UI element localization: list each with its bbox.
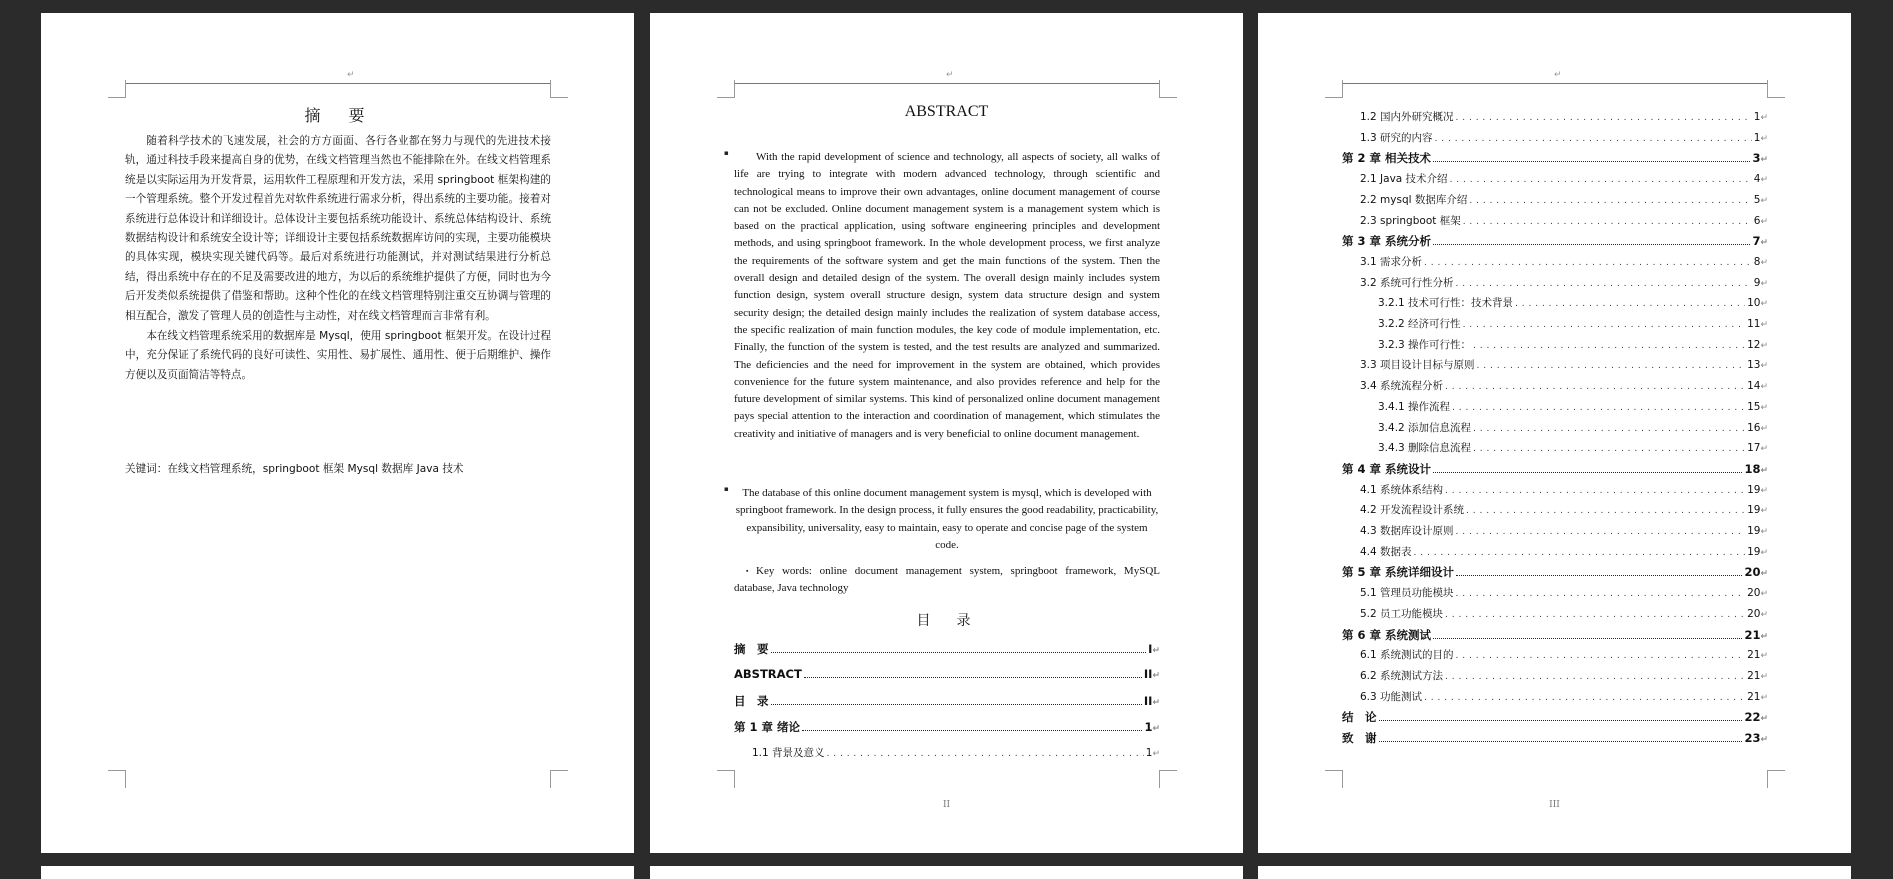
return-mark: ↵ xyxy=(1760,155,1768,166)
toc-entry-label: 第 5 章 系统详细设计 xyxy=(1342,565,1455,580)
toc-entry-label: 1.3 研究的内容 xyxy=(1360,131,1433,144)
toc-entry[interactable] xyxy=(1378,399,1768,414)
toc-entry-page: 20 xyxy=(1747,607,1761,620)
toc-entry[interactable] xyxy=(752,745,1160,760)
toc-entry-label: 第 3 章 系统分析 xyxy=(1342,234,1432,249)
toc-entry-page: 1 xyxy=(1753,111,1761,123)
toc-entry-page: 21 xyxy=(1747,669,1761,682)
toc-entry-page: 21 xyxy=(1747,649,1761,662)
toc-entry[interactable] xyxy=(1342,461,1768,477)
toc-entry[interactable] xyxy=(1360,585,1768,600)
toc-entry-label: 2.3 springboot 框架 xyxy=(1360,214,1461,227)
return-mark: ↵ xyxy=(1152,671,1160,681)
toc-entry-page: 4 xyxy=(1753,173,1761,186)
toc-entry-label: 3.2.3 操作可行性： xyxy=(1378,338,1472,351)
toc-entry-page: 1 xyxy=(1145,747,1153,759)
toc-entry-page: 16 xyxy=(1747,421,1761,434)
abstract-cn-title: ▪ 摘 要 xyxy=(41,103,634,126)
toc-entry-label: 3.4.1 操作流程 xyxy=(1378,400,1451,413)
return-mark: ↵ xyxy=(1760,113,1768,123)
next-page-edge xyxy=(1258,866,1851,879)
toc-leader-dots xyxy=(1445,484,1745,496)
margin-corner xyxy=(717,770,735,788)
margin-corner xyxy=(1767,770,1785,788)
header-rule xyxy=(735,83,1159,84)
toc-entry-label: 2.1 Java 技术介绍 xyxy=(1360,173,1448,186)
return-mark: ↵ xyxy=(1760,320,1768,330)
toc-entry-label: 1.1 背景及意义 xyxy=(752,747,825,759)
return-mark: ↵ xyxy=(1760,714,1768,725)
return-mark: ↵ xyxy=(1760,692,1768,703)
toc-leader-dots xyxy=(1469,194,1751,206)
return-mark: ↵ xyxy=(1760,299,1768,310)
return-mark: ↵ xyxy=(1760,340,1768,351)
toc-leader-dots xyxy=(1463,318,1746,330)
toc-entry-page: 19 xyxy=(1747,483,1761,496)
next-page-edge xyxy=(650,866,1243,879)
return-mark: ↵ xyxy=(1760,444,1768,455)
toc-entry-page: 1 xyxy=(1144,720,1153,734)
toc-entry[interactable] xyxy=(1378,440,1768,455)
margin-corner xyxy=(108,80,126,98)
return-mark: ↵ xyxy=(1760,506,1768,517)
toc-list xyxy=(734,641,1160,771)
next-page-edge xyxy=(41,866,634,879)
toc-entry-label: 3.1 需求分析 xyxy=(1360,255,1423,268)
return-mark: ↵ xyxy=(1760,423,1768,434)
toc-leader-dots xyxy=(1466,504,1745,516)
toc-entry-label: 6.2 系统测试方法 xyxy=(1360,669,1444,682)
toc-entry-page: II xyxy=(1143,667,1153,681)
toc-entry-page: 18 xyxy=(1744,461,1761,476)
toc-leader-dots xyxy=(1473,442,1745,454)
toc-entry[interactable] xyxy=(1378,337,1768,352)
toc-entry-page: 3 xyxy=(1752,151,1761,166)
toc-leader-dots xyxy=(771,644,1147,653)
toc-entry-label: 4.3 数据库设计原则 xyxy=(1360,525,1454,537)
toc-leader-dots xyxy=(802,722,1142,731)
toc-leader-dots xyxy=(1456,111,1752,123)
toc-entry[interactable] xyxy=(1360,544,1768,559)
toc-entry[interactable] xyxy=(734,693,1160,709)
toc-leader-dots xyxy=(1435,132,1752,144)
toc-entry-page: 19 xyxy=(1747,504,1761,517)
toc-entry-label: 目 录 xyxy=(734,694,769,708)
toc-entry[interactable] xyxy=(1360,275,1768,290)
toc-leader-dots xyxy=(1456,567,1742,576)
toc-entry-label: 摘 要 xyxy=(734,642,769,656)
toc-entry-page: 6 xyxy=(1753,214,1761,227)
return-mark: ↵ xyxy=(1760,402,1768,413)
toc-entry[interactable] xyxy=(1360,171,1768,186)
toc-entry-label: 第 4 章 系统设计 xyxy=(1342,461,1432,476)
page-number: III xyxy=(1549,800,1560,810)
return-mark: ↵ xyxy=(1152,698,1160,708)
return-mark: ↵ xyxy=(1760,361,1768,372)
toc-entry[interactable] xyxy=(1360,482,1768,497)
toc-leader-dots xyxy=(1414,546,1746,558)
toc-leader-dots xyxy=(1463,215,1752,227)
toc-entry[interactable] xyxy=(1360,254,1768,269)
document-page-2 xyxy=(650,13,1243,853)
toc-entry-label: 1.2 国内外研究概况 xyxy=(1360,111,1454,123)
abstract-en-title: ABSTRACT xyxy=(904,103,989,120)
margin-corner xyxy=(1767,80,1785,98)
toc-entry[interactable] xyxy=(1342,233,1768,249)
return-mark: ↵ xyxy=(1760,465,1768,476)
toc-entry-page: 19 xyxy=(1747,545,1761,558)
abstract-cn-paragraph: 随着科学技术的飞速发展，社会的方方面面、各行各业都在努力与现代的先进技术接轨，通过科技手段来提高自身的优势，在线文档管理当然也不能排除在外。在线文档管理系统是以实际运用为开发背景，运用软件工程原理和开发方法，采用 springboot 框架构建的一个管理系统。整个开发过程首先对软件系统进行需求分析，得出系统的主要功能。接着对系统进行总体设计和详细设计。总体设计主要包括系统功能设计、系统总体结构设计、系统数据结构设计和系统安全设计等；详细设计主要包括系统数据库访问的实现，主要功能模块的具体实现，模块实现关键代码等。最后对系统进行功能测试，并对测试结果进行分析总结，得出系统中存在的不足及需要改进的地方，为以后的系统维护提供了方便，同时也为今后开发类似系统提供了借鉴和帮助。这种个性化的在线文档管理特别注重交互协调与管理的相互配合，激发了管理人员的创造性与主动性，对在线文档管理而言非常有利。 xyxy=(125,135,551,322)
toc-entry-label: 致 谢 xyxy=(1342,731,1377,745)
toc-leader-dots xyxy=(827,747,1144,759)
toc-leader-dots xyxy=(1452,401,1745,413)
toc-entry-label: 4.2 开发流程设计系统 xyxy=(1360,504,1465,517)
margin-corner xyxy=(717,80,735,98)
toc-leader-dots xyxy=(1379,733,1743,742)
toc-entry[interactable] xyxy=(1360,213,1768,228)
toc-entry-label: 6.3 功能测试 xyxy=(1360,690,1423,703)
return-mark: ↵ xyxy=(946,70,954,80)
toc-entry-label: 3.4.2 添加信息流程 xyxy=(1378,421,1472,434)
return-mark: ↵ xyxy=(1760,651,1768,662)
toc-entry-page: 17 xyxy=(1747,442,1761,455)
toc-entry[interactable] xyxy=(1360,109,1768,124)
toc-leader-dots xyxy=(1424,691,1745,703)
margin-corner xyxy=(1159,80,1177,98)
toc-entry[interactable] xyxy=(1360,668,1768,683)
return-mark: ↵ xyxy=(1760,216,1768,227)
return-mark: ↵ xyxy=(1760,735,1768,745)
toc-leader-dots xyxy=(1445,380,1745,392)
toc-entry[interactable] xyxy=(1360,357,1768,372)
return-mark: ↵ xyxy=(1760,238,1768,249)
toc-entry[interactable] xyxy=(1378,316,1768,331)
toc-entry[interactable] xyxy=(1360,689,1768,704)
return-mark: ↵ xyxy=(1760,547,1768,558)
toc-entry[interactable] xyxy=(1360,502,1768,517)
page-number: II xyxy=(942,800,951,810)
toc-leader-dots xyxy=(1456,525,1746,537)
abstract-en-paragraph: ▪ The database of this online document management system is mysql, which is developed with springboot framework. In the design process, it fully ensures the good readability, practicability, expansibility, universality, easy to maintain, easy to operate and concise page of the system code. xyxy=(735,487,1159,551)
toc-entry-label: 3.3 项目设计目标与原则 xyxy=(1360,359,1475,372)
keywords-en: ▪ Key words: online document management system, springboot framework, MySQL database, Java technology xyxy=(734,563,1160,598)
toc-entry-label: 3.2.2 经济可行性 xyxy=(1378,318,1461,330)
document-page-1 xyxy=(41,13,634,853)
return-mark: ↵ xyxy=(1760,175,1768,186)
toc-entry[interactable] xyxy=(1360,192,1768,207)
toc-entry-label: 2.2 mysql 数据库介绍 xyxy=(1360,193,1468,206)
return-mark: ↵ xyxy=(1152,724,1160,734)
return-mark: ↵ xyxy=(1760,589,1768,600)
toc-leader-dots xyxy=(1456,587,1746,599)
toc-leader-dots xyxy=(804,669,1142,678)
toc-entry-page: II xyxy=(1143,694,1153,708)
return-mark: ↵ xyxy=(1152,646,1160,656)
toc-entry-page: 1 xyxy=(1753,131,1761,144)
return-mark: ↵ xyxy=(1760,257,1768,268)
margin-corner xyxy=(1325,770,1343,788)
toc-entry-label: ABSTRACT xyxy=(734,667,802,681)
toc-leader-dots xyxy=(1433,153,1750,162)
toc-entry-page: 22 xyxy=(1744,710,1761,725)
return-mark: ↵ xyxy=(1760,382,1768,393)
toc-entry-page: 19 xyxy=(1747,525,1761,537)
toc-entry[interactable] xyxy=(1342,627,1768,643)
toc-entry-label: 4.4 数据表 xyxy=(1360,545,1412,558)
margin-corner xyxy=(108,770,126,788)
toc-entry-label: 3.2 系统可行性分析 xyxy=(1360,276,1454,289)
margin-corner xyxy=(1159,770,1177,788)
toc-entry-label: 第 6 章 系统测试 xyxy=(1342,627,1432,642)
toc-entry[interactable] xyxy=(1342,709,1768,725)
toc-entry-label: 5.2 员工功能模块 xyxy=(1360,607,1444,620)
header-rule xyxy=(126,83,550,84)
toc-leader-dots xyxy=(1477,359,1746,371)
toc-leader-dots xyxy=(1450,173,1752,185)
return-mark: ↵ xyxy=(1760,609,1768,620)
toc-entry-label: 4.1 系统体系结构 xyxy=(1360,483,1444,496)
document-page-3 xyxy=(1258,13,1851,853)
toc-entry-page: 13 xyxy=(1747,359,1761,372)
toc-leader-dots xyxy=(1445,608,1745,620)
toc-entry-page: 21 xyxy=(1744,627,1761,642)
toc-entry[interactable] xyxy=(1342,150,1768,166)
margin-corner xyxy=(550,770,568,788)
toc-entry-page: 20 xyxy=(1747,587,1761,600)
toc-entry[interactable] xyxy=(1360,647,1768,662)
toc-entry-page: 9 xyxy=(1753,276,1761,289)
toc-entry-page: 10 xyxy=(1747,297,1761,310)
toc-entry[interactable] xyxy=(1360,523,1768,538)
toc-leader-dots xyxy=(1473,339,1745,351)
toc-entry[interactable] xyxy=(1378,420,1768,435)
toc-entry[interactable] xyxy=(734,641,1160,657)
return-mark: ↵ xyxy=(1760,527,1768,537)
toc-entry-label: 第 1 章 绪论 xyxy=(734,720,801,734)
margin-corner xyxy=(550,80,568,98)
keywords-cn: 关键词：在线文档管理系统，springboot 框架 Mysql 数据库 Java 技术 xyxy=(125,463,464,475)
margin-corner xyxy=(1325,80,1343,98)
toc-entry[interactable] xyxy=(734,719,1160,735)
toc-leader-dots xyxy=(1433,630,1742,639)
toc-leader-dots xyxy=(1456,649,1746,661)
toc-leader-dots xyxy=(1379,712,1743,721)
toc-leader-dots xyxy=(1456,277,1752,289)
toc-entry-page: 12 xyxy=(1747,338,1761,351)
toc-entry-page: 15 xyxy=(1747,400,1761,413)
toc-entry[interactable] xyxy=(1342,730,1768,746)
toc-entry[interactable] xyxy=(734,667,1160,681)
return-mark: ↵ xyxy=(1760,133,1768,144)
toc-entry-page: 11 xyxy=(1747,318,1761,330)
toc-entry-page: 14 xyxy=(1747,380,1761,393)
toc-leader-dots xyxy=(1424,256,1752,268)
toc-entry-label: 6.1 系统测试的目的 xyxy=(1360,649,1454,662)
toc-entry[interactable] xyxy=(1342,564,1768,580)
abstract-en-db xyxy=(734,485,1160,554)
return-mark: ↵ xyxy=(1760,671,1768,682)
abstract-en-body xyxy=(734,149,1160,443)
return-mark: ↵ xyxy=(1760,278,1768,289)
toc-leader-dots xyxy=(1445,670,1745,682)
toc-entry[interactable] xyxy=(1360,378,1768,393)
toc-entry[interactable] xyxy=(1360,606,1768,621)
abstract-cn-paragraph: 本在线文档管理系统采用的数据库是 Mysql，使用 springboot 框架开发。在设计过程中，充分保证了系统代码的良好可读性、实用性、易扩展性、通用性、便于后期维护、操作方便以及页面简洁等特点。 xyxy=(125,330,551,381)
toc-entry-label: 结 论 xyxy=(1342,710,1377,725)
toc-leader-dots xyxy=(1473,422,1745,434)
toc-entry-label: 3.4.3 删除信息流程 xyxy=(1378,442,1472,455)
return-mark: ↵ xyxy=(1554,70,1562,80)
toc-list xyxy=(1342,109,1768,769)
return-mark: ↵ xyxy=(347,70,355,80)
return-mark: ↵ xyxy=(1152,749,1160,759)
toc-entry-page: 8 xyxy=(1753,255,1761,268)
abstract-en-paragraph: ▪ With the rapid development of science and technology, all aspects of society, all walks of life are trying to integrate with modern advanced technology, through scientific and technological means to improve their own advantages, online document management of course can not be excluded. Online document management system is a management system which is based on the practical application, using software engineering principles and development methods, and using springboot framework. In the whole development process, we first analyze the requirements of the software system and get the main functions of the system. Then the overall design and detailed design of the system. The overall design mainly includes system function design, system overall structure design, system data structure design and system security design; the detailed design mainly includes the realization of system database access, the specific realization of main function modules, the key code of module implementation, etc. Finally, the function of the system is tested, and the test results are analyzed and summarized. The deficiencies and the need for improvement in the system are obtained, which provides convenience for the future system maintenance, and also provides reference and help for the future development of similar systems. This kind of personalized online document management pays special attention to the interaction and coordination of management, which stimulates the creativity and initiative of managers and is very beneficial to online document management. xyxy=(734,151,1160,440)
toc-entry-page: 21 xyxy=(1747,690,1761,703)
toc-entry-page: 7 xyxy=(1752,234,1761,249)
return-mark: ↵ xyxy=(1760,569,1768,580)
toc-entry-label: 第 2 章 相关技术 xyxy=(1342,151,1432,166)
toc-entry-label: 3.2.1 技术可行性：技术背景 xyxy=(1378,297,1514,310)
toc-leader-dots xyxy=(1433,236,1750,245)
toc-leader-dots xyxy=(771,696,1142,705)
toc-entry[interactable] xyxy=(1360,130,1768,145)
toc-entry-label: 3.4 系统流程分析 xyxy=(1360,380,1444,393)
header-rule xyxy=(1343,83,1767,84)
toc-leader-dots xyxy=(1433,464,1742,473)
abstract-cn-body xyxy=(125,132,551,385)
toc-entry-page: 23 xyxy=(1744,731,1761,745)
toc-entry[interactable] xyxy=(1378,295,1768,310)
toc-title: ▪ 目 录 xyxy=(650,610,1243,630)
toc-entry-page: 20 xyxy=(1744,565,1761,580)
return-mark: ↵ xyxy=(1760,195,1768,206)
return-mark: ↵ xyxy=(1760,631,1768,642)
toc-entry-page: I xyxy=(1148,642,1153,656)
toc-entry-page: 5 xyxy=(1753,193,1761,206)
toc-leader-dots xyxy=(1515,297,1745,309)
return-mark: ↵ xyxy=(1760,485,1768,496)
toc-entry-label: 5.1 管理员功能模块 xyxy=(1360,587,1454,600)
